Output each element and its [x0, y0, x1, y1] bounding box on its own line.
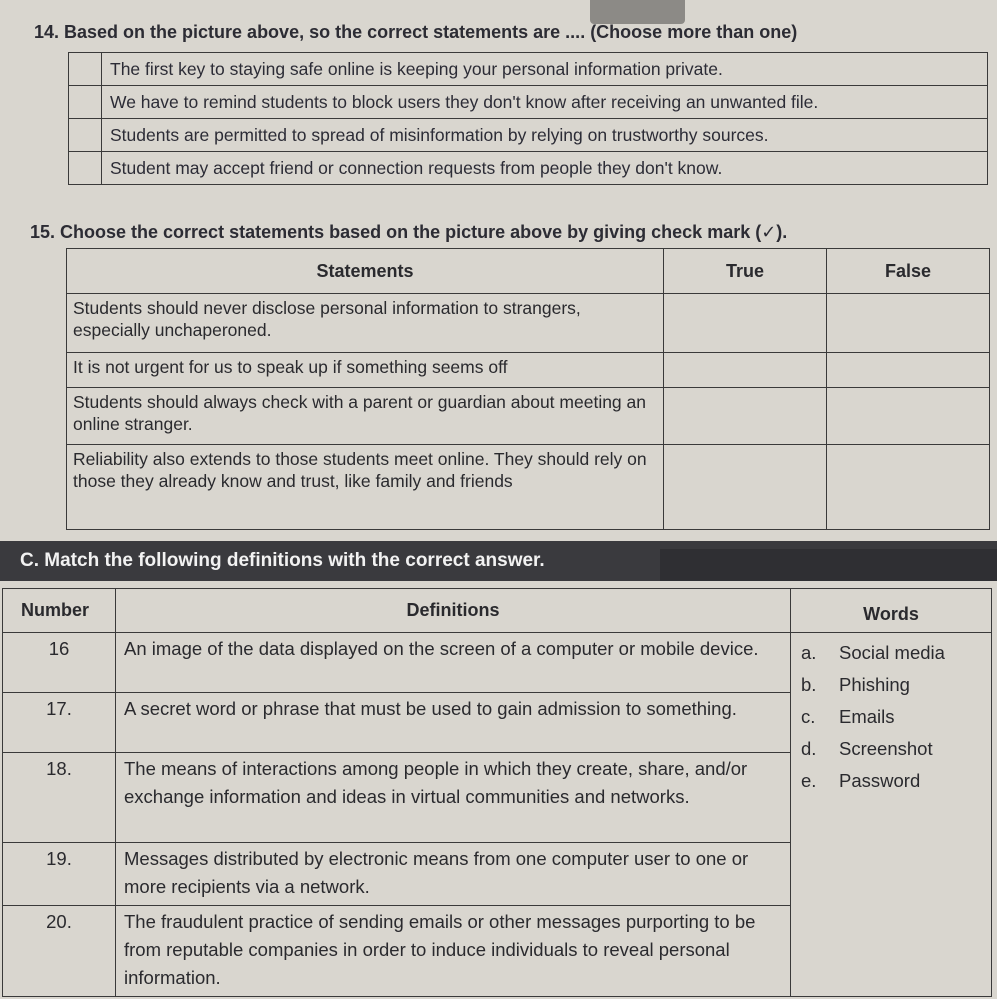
section-c-banner — [0, 541, 997, 581]
matching-table — [2, 588, 992, 997]
table-row — [69, 53, 988, 86]
q15-false-cell-3[interactable] — [827, 388, 990, 445]
matching-definition-17: A secret word or phrase that must be used to gain admission to something. — [116, 693, 791, 753]
q15-header-true: True — [664, 249, 827, 294]
q14-statement-4: Student may accept friend or connection requests from people they don't know. — [102, 152, 988, 185]
word-letter: a. — [801, 642, 817, 663]
q15-header-statements: Statements — [67, 249, 664, 294]
word-text: Screenshot — [839, 738, 933, 759]
q15-header-false: False — [827, 249, 990, 294]
word-item — [801, 637, 991, 669]
word-bank — [791, 633, 992, 997]
q14-statement-2: We have to remind students to block users they don't know after receiving an unwanted file. — [102, 86, 988, 119]
q14-checkbox-3[interactable] — [69, 119, 102, 152]
matching-definition-19: Messages distributed by electronic means from one computer user to one or more recipients via a network. — [116, 843, 791, 906]
matching-header-definitions: Definitions — [116, 589, 791, 633]
table-row — [67, 353, 990, 388]
table-row — [3, 633, 992, 693]
q15-true-cell-2[interactable] — [664, 353, 827, 388]
table-row — [67, 294, 990, 353]
table-row — [67, 388, 990, 445]
matching-definition-20: The fraudulent practice of sending emails or other messages purporting to be from reputable companies in order to induce individuals to reveal personal information. — [116, 906, 791, 997]
q15-statement-2: It is not urgent for us to speak up if something seems off — [67, 353, 664, 388]
matching-number-16: 16 — [3, 633, 116, 693]
matching-definition-16: An image of the data displayed on the screen of a computer or mobile device. — [116, 633, 791, 693]
word-item — [801, 765, 991, 797]
table-row — [69, 119, 988, 152]
q15-statement-1: Students should never disclose personal information to strangers, especially unchaperoned. — [67, 294, 664, 353]
table-row — [69, 86, 988, 119]
word-item — [801, 733, 991, 765]
q15-true-cell-1[interactable] — [664, 294, 827, 353]
page-edge-tab — [590, 0, 685, 24]
q15-false-cell-2[interactable] — [827, 353, 990, 388]
q15-statement-3: Students should always check with a parent or guardian about meeting an online stranger. — [67, 388, 664, 445]
word-text: Password — [839, 770, 921, 791]
matching-number-20: 20. — [3, 906, 116, 997]
word-item — [801, 669, 991, 701]
word-text: Social media — [839, 642, 945, 663]
table-header-row — [3, 589, 992, 633]
table-header-row — [67, 249, 990, 294]
q15-false-cell-4[interactable] — [827, 445, 990, 530]
matching-number-19: 19. — [3, 843, 116, 906]
word-letter: b. — [801, 674, 817, 695]
section-c-banner-tail — [660, 549, 997, 581]
word-letter: e. — [801, 770, 817, 791]
q15-title: 15. Choose the correct statements based on the picture above by giving check mark (✓). — [30, 222, 788, 242]
word-text: Phishing — [839, 674, 910, 695]
matching-header-number: Number — [3, 589, 116, 633]
q15-true-cell-3[interactable] — [664, 388, 827, 445]
table-row — [69, 152, 988, 185]
word-item — [801, 701, 991, 733]
matching-definition-18: The means of interactions among people in which they create, share, and/or exchange information and ideas in virtual communities and networks. — [116, 753, 791, 843]
q14-title: 14. Based on the picture above, so the correct statements are .... (Choose more than one) — [34, 22, 798, 42]
q15-statement-4: Reliability also extends to those students meet online. They should rely on those they already know and trust, like family and friends — [67, 445, 664, 530]
q14-table — [68, 52, 988, 185]
table-row — [67, 445, 990, 530]
word-text: Emails — [839, 706, 895, 727]
q14-checkbox-1[interactable] — [69, 53, 102, 86]
q15-false-cell-1[interactable] — [827, 294, 990, 353]
matching-number-18: 18. — [3, 753, 116, 843]
matching-header-words: Words — [791, 589, 992, 633]
q14-statement-1: The first key to staying safe online is keeping your personal information private. — [102, 53, 988, 86]
q14-statement-3: Students are permitted to spread of misinformation by relying on trustworthy sources. — [102, 119, 988, 152]
word-letter: c. — [801, 706, 816, 727]
q15-true-cell-4[interactable] — [664, 445, 827, 530]
q15-table — [66, 248, 990, 530]
section-c-title: C. Match the following definitions with the correct answer. — [20, 550, 545, 571]
q14-checkbox-4[interactable] — [69, 152, 102, 185]
q14-checkbox-2[interactable] — [69, 86, 102, 119]
matching-number-17: 17. — [3, 693, 116, 753]
word-letter: d. — [801, 738, 817, 759]
